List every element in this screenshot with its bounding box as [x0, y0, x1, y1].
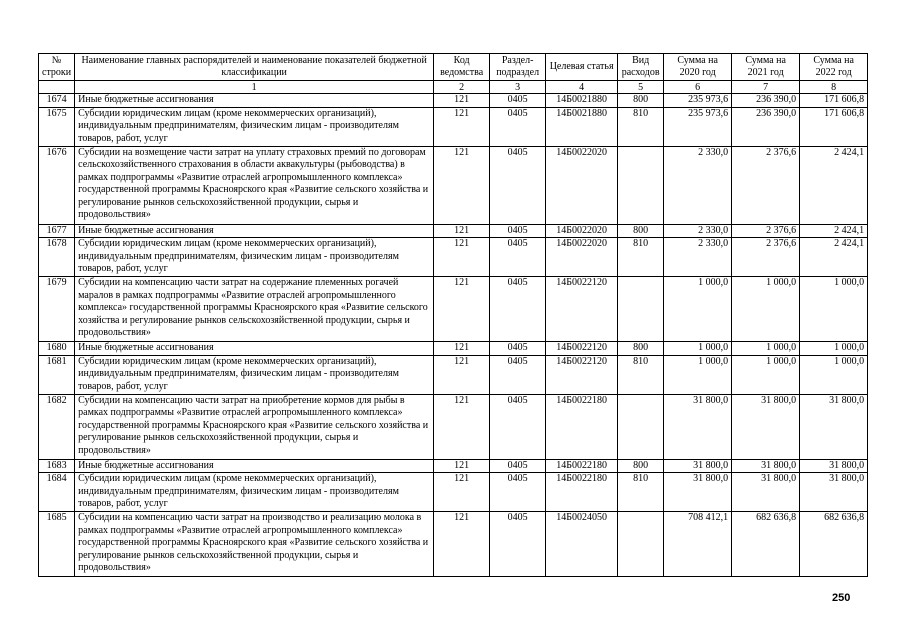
- department-code: 121: [434, 224, 490, 238]
- expense-type: 800: [618, 94, 664, 108]
- column-number: 7: [732, 81, 800, 94]
- row-number: 1685: [39, 512, 75, 577]
- sum-2020: 2 330,0: [664, 224, 732, 238]
- column-number: 4: [546, 81, 618, 94]
- section-code: 0405: [490, 459, 546, 473]
- table-body: [39, 94, 868, 577]
- department-code: 121: [434, 473, 490, 512]
- department-code: 121: [434, 355, 490, 394]
- target-article: 14Б0022120: [546, 342, 618, 356]
- sum-2022: 2 424,1: [800, 224, 868, 238]
- target-article: 14Б0021880: [546, 94, 618, 108]
- sum-2020: 31 800,0: [664, 459, 732, 473]
- row-name: Субсидии на компенсацию части затрат на приобретение кормов для рыбы в рамках подпрограммы «Развитие отраслей агропромышленного комплекса» государственной программы Красноярского края «Развитие сельского хозяйства и регулирование рынков сельскохозяйственной продукции, сырья и продовольствия»: [75, 394, 434, 459]
- table-header: [39, 54, 868, 94]
- expense-type: 810: [618, 355, 664, 394]
- section-code: 0405: [490, 473, 546, 512]
- target-article: 14Б0021880: [546, 107, 618, 146]
- row-number: 1677: [39, 224, 75, 238]
- sum-2021: 1 000,0: [732, 277, 800, 342]
- sum-2022: 31 800,0: [800, 459, 868, 473]
- department-code: 121: [434, 277, 490, 342]
- sum-2021: 1 000,0: [732, 355, 800, 394]
- header-expense-type: Вид расходов: [618, 54, 664, 81]
- department-code: 121: [434, 238, 490, 277]
- row-number: 1676: [39, 146, 75, 224]
- table-row: [39, 394, 868, 459]
- row-number: 1675: [39, 107, 75, 146]
- section-code: 0405: [490, 224, 546, 238]
- column-number: [39, 81, 75, 94]
- target-article: 14Б0022180: [546, 394, 618, 459]
- column-number: 3: [490, 81, 546, 94]
- sum-2021: 236 390,0: [732, 107, 800, 146]
- page-number: 250: [832, 592, 851, 604]
- row-number: 1683: [39, 459, 75, 473]
- row-name: Субсидии на компенсацию части затрат на производство и реализацию молока в рамках подпрограммы «Развитие отраслей агропромышленного комплекса» государственной программы Красноярского края «Развитие сельского хозяйства и регулирование рынков сельскохозяйственной продукции, сырья и продовольствия»: [75, 512, 434, 577]
- budget-table: [38, 53, 868, 577]
- row-number: 1679: [39, 277, 75, 342]
- expense-type: [618, 394, 664, 459]
- sum-2020: 235 973,6: [664, 94, 732, 108]
- row-name: Субсидии юридическим лицам (кроме некоммерческих организаций), индивидуальным предпринимателям, физическим лицам - производителям товаров, работ, услуг: [75, 238, 434, 277]
- department-code: 121: [434, 94, 490, 108]
- header-department-code: Код ведомства: [434, 54, 490, 81]
- header-section: Раздел-подраздел: [490, 54, 546, 81]
- section-code: 0405: [490, 512, 546, 577]
- sum-2021: 682 636,8: [732, 512, 800, 577]
- target-article: 14Б0022120: [546, 355, 618, 394]
- column-number: 2: [434, 81, 490, 94]
- sum-2020: 235 973,6: [664, 107, 732, 146]
- column-number: 1: [75, 81, 434, 94]
- header-sum-2021: Сумма на 2021 год: [732, 54, 800, 81]
- row-name: Иные бюджетные ассигнования: [75, 94, 434, 108]
- section-code: 0405: [490, 277, 546, 342]
- sum-2022: 31 800,0: [800, 394, 868, 459]
- sum-2020: 1 000,0: [664, 355, 732, 394]
- department-code: 121: [434, 342, 490, 356]
- section-code: 0405: [490, 107, 546, 146]
- target-article: 14Б0022020: [546, 146, 618, 224]
- table-row: [39, 146, 868, 224]
- row-number: 1682: [39, 394, 75, 459]
- table-row: [39, 107, 868, 146]
- target-article: 14Б0022120: [546, 277, 618, 342]
- expense-type: [618, 146, 664, 224]
- sum-2022: 682 636,8: [800, 512, 868, 577]
- department-code: 121: [434, 459, 490, 473]
- target-article: 14Б0022020: [546, 224, 618, 238]
- sum-2022: 1 000,0: [800, 342, 868, 356]
- table-row: [39, 94, 868, 108]
- header-sum-2020: Сумма на 2020 год: [664, 54, 732, 81]
- sum-2021: 31 800,0: [732, 394, 800, 459]
- expense-type: [618, 277, 664, 342]
- table-row: [39, 512, 868, 577]
- sum-2020: 1 000,0: [664, 342, 732, 356]
- row-number: 1681: [39, 355, 75, 394]
- department-code: 121: [434, 394, 490, 459]
- expense-type: [618, 512, 664, 577]
- section-code: 0405: [490, 238, 546, 277]
- sum-2021: 236 390,0: [732, 94, 800, 108]
- row-number: 1680: [39, 342, 75, 356]
- sum-2021: 31 800,0: [732, 459, 800, 473]
- table-row: [39, 459, 868, 473]
- section-code: 0405: [490, 146, 546, 224]
- section-code: 0405: [490, 94, 546, 108]
- department-code: 121: [434, 107, 490, 146]
- table-row: [39, 238, 868, 277]
- table-row: [39, 355, 868, 394]
- sum-2021: 2 376,6: [732, 224, 800, 238]
- sum-2020: 2 330,0: [664, 146, 732, 224]
- header-sum-2022: Сумма на 2022 год: [800, 54, 868, 81]
- sum-2022: 171 606,8: [800, 94, 868, 108]
- target-article: 14Б0022180: [546, 473, 618, 512]
- sum-2021: 2 376,6: [732, 238, 800, 277]
- section-code: 0405: [490, 355, 546, 394]
- sum-2022: 2 424,1: [800, 146, 868, 224]
- department-code: 121: [434, 146, 490, 224]
- row-name: Иные бюджетные ассигнования: [75, 224, 434, 238]
- sum-2022: 1 000,0: [800, 277, 868, 342]
- section-code: 0405: [490, 394, 546, 459]
- expense-type: 800: [618, 342, 664, 356]
- target-article: 14Б0022180: [546, 459, 618, 473]
- sum-2022: 2 424,1: [800, 238, 868, 277]
- expense-type: 800: [618, 224, 664, 238]
- column-number: 8: [800, 81, 868, 94]
- header-name: Наименование главных распорядителей и наименование показателей бюджетной классификации: [75, 54, 434, 81]
- row-name: Иные бюджетные ассигнования: [75, 342, 434, 356]
- expense-type: 810: [618, 473, 664, 512]
- expense-type: 800: [618, 459, 664, 473]
- sum-2022: 31 800,0: [800, 473, 868, 512]
- table-row: [39, 342, 868, 356]
- header-target-article: Целевая статья: [546, 54, 618, 81]
- row-name: Субсидии юридическим лицам (кроме некоммерческих организаций), индивидуальным предпринимателям, физическим лицам - производителям товаров, работ, услуг: [75, 107, 434, 146]
- table-row: [39, 224, 868, 238]
- sum-2022: 171 606,8: [800, 107, 868, 146]
- sum-2022: 1 000,0: [800, 355, 868, 394]
- row-number: 1684: [39, 473, 75, 512]
- sum-2020: 708 412,1: [664, 512, 732, 577]
- row-name: Субсидии на компенсацию части затрат на содержание племенных рогачей маралов в рамках подпрограммы «Развитие отраслей агропромышленного комплекса» государственной программы Красноярского края «Развитие сельского хозяйства и регулирование рынков сельскохозяйственной продукции, сырья и продовольствия»: [75, 277, 434, 342]
- header-row-number: № строки: [39, 54, 75, 81]
- row-number: 1678: [39, 238, 75, 277]
- sum-2020: 31 800,0: [664, 473, 732, 512]
- row-name: Субсидии юридическим лицам (кроме некоммерческих организаций), индивидуальным предпринимателям, физическим лицам - производителям товаров, работ, услуг: [75, 355, 434, 394]
- expense-type: 810: [618, 238, 664, 277]
- expense-type: 810: [618, 107, 664, 146]
- column-number: 6: [664, 81, 732, 94]
- target-article: 14Б0024050: [546, 512, 618, 577]
- target-article: 14Б0022020: [546, 238, 618, 277]
- table-row: [39, 473, 868, 512]
- section-code: 0405: [490, 342, 546, 356]
- sum-2021: 2 376,6: [732, 146, 800, 224]
- department-code: 121: [434, 512, 490, 577]
- sum-2020: 2 330,0: [664, 238, 732, 277]
- sum-2020: 31 800,0: [664, 394, 732, 459]
- sum-2020: 1 000,0: [664, 277, 732, 342]
- column-number: 5: [618, 81, 664, 94]
- column-numbers-row: [39, 81, 868, 94]
- sum-2021: 31 800,0: [732, 473, 800, 512]
- row-number: 1674: [39, 94, 75, 108]
- sum-2021: 1 000,0: [732, 342, 800, 356]
- row-name: Субсидии юридическим лицам (кроме некоммерческих организаций), индивидуальным предпринимателям, физическим лицам - производителям товаров, работ, услуг: [75, 473, 434, 512]
- row-name: Субсидии на возмещение части затрат на уплату страховых премий по договорам сельскохозяйственного страхования в области аквакультуры (рыбоводства) в рамках подпрограммы «Развитие отраслей агропромышленного комплекса» государственной программы Красноярского края «Развитие сельского хозяйства и регулирование рынков сельскохозяйственной продукции, сырья и продовольствия»: [75, 146, 434, 224]
- table-row: [39, 277, 868, 342]
- row-name: Иные бюджетные ассигнования: [75, 459, 434, 473]
